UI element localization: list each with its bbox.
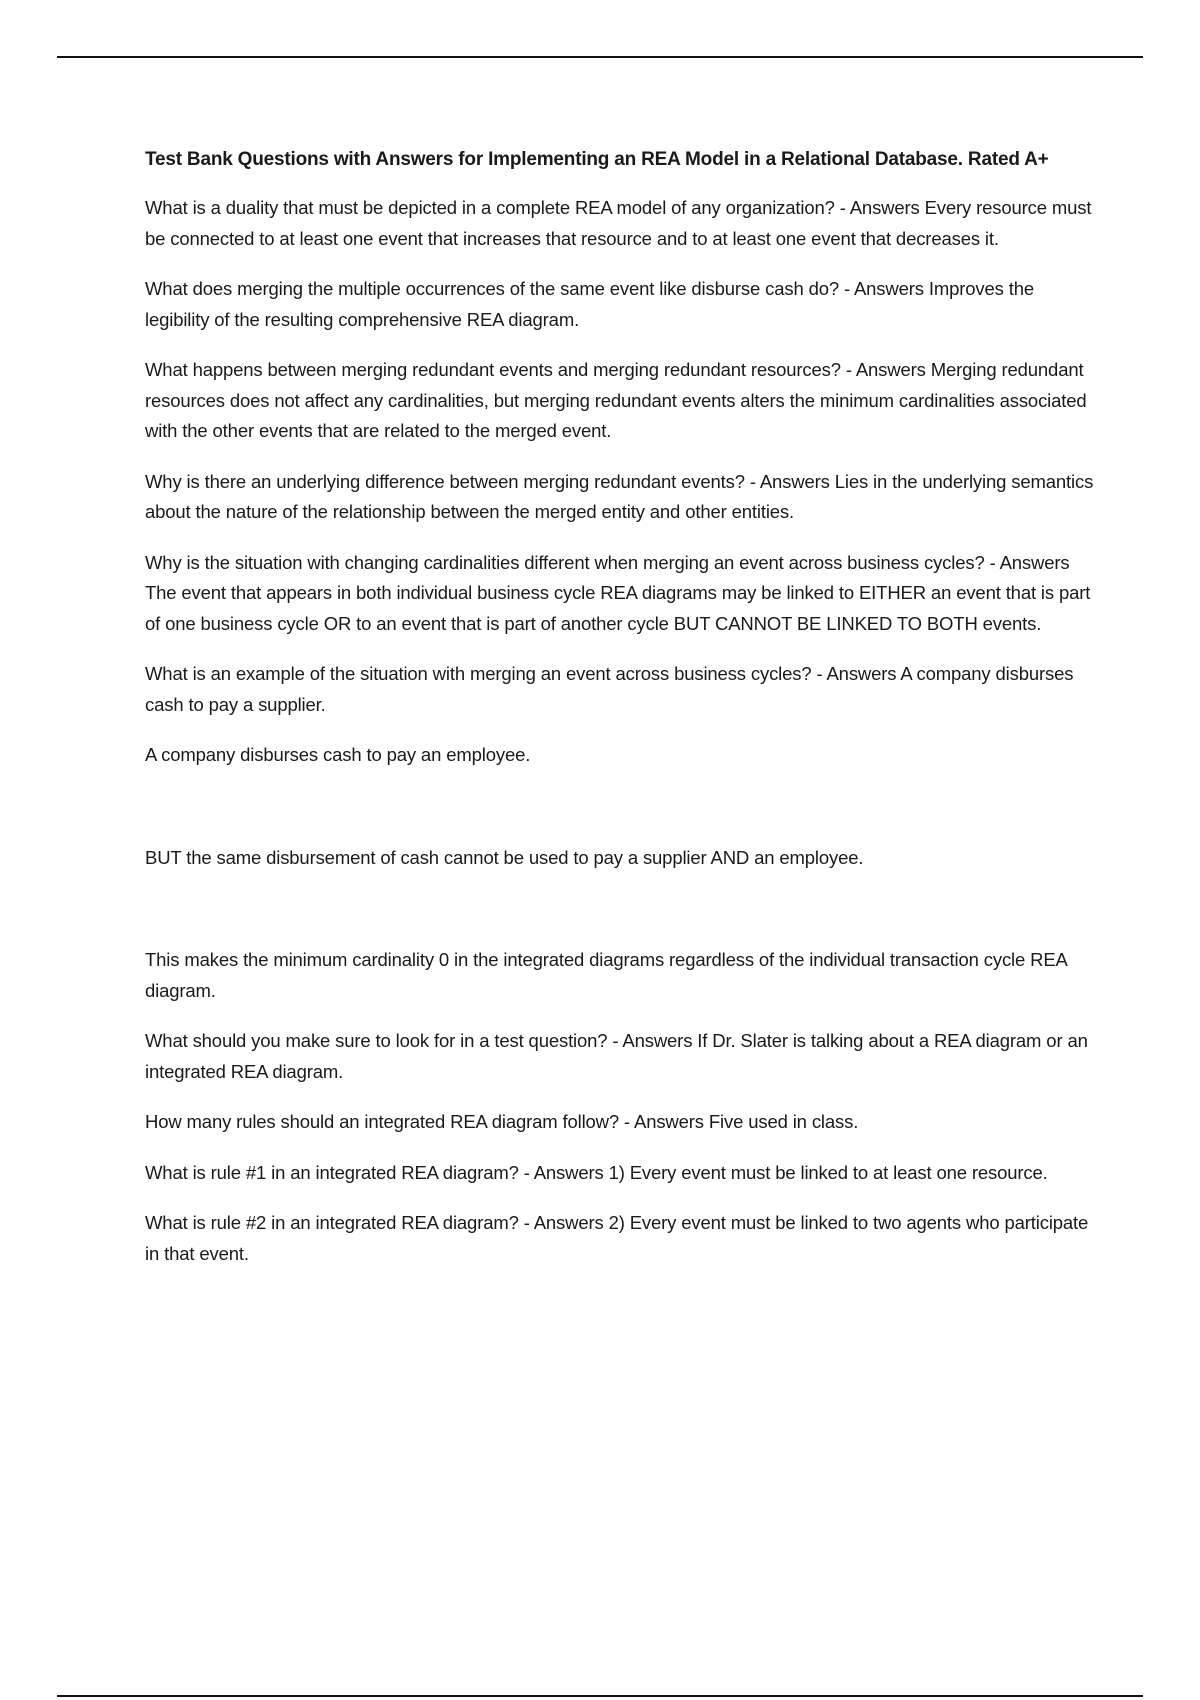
qa-paragraph-rule-2: What is rule #2 in an integrated REA diagram? - Answers 2) Every event must be linked to two agents who participate in that event. — [145, 1212, 1089, 1264]
qa-paragraph-changing-cardinalities: Why is the situation with changing cardinalities different when merging an event across business cycles? - Answers The event that appears in both individual business cycle REA diagrams may be linked to EITHER an event that is part of one business cycle OR to an event that is part of another cycle BUT CANNOT BE LINKED TO BOTH events. — [145, 551, 1091, 634]
header-rule — [57, 56, 1143, 58]
document-title: Test Bank Questions with Answers for Implementing an REA Model in a Relational Database. Rated A+ — [145, 149, 1049, 170]
example-line-employee: A company disburses cash to pay an employee. — [145, 744, 531, 765]
qa-paragraph-test-question: What should you make sure to look for in a test question? - Answers If Dr. Slater is talking about a REA diagram or an integrated REA diagram. — [145, 1030, 1088, 1082]
qa-paragraph-example: What is an example of the situation with merging an event across business cycles? - Answers A company disburses cash to pay a supplier. — [145, 663, 1074, 715]
example-line-disbursement: BUT the same disbursement of cash cannot be used to pay a supplier AND an employee. — [145, 846, 864, 868]
qa-paragraph-underlying-difference: Why is there an underlying difference between merging redundant events? - Answers Lies in the underlying semantics about the nature of the relationship between the merged entity and other entities. — [145, 470, 1094, 522]
footer-rule — [57, 1695, 1143, 1697]
document-body — [145, 145, 1095, 1289]
qa-paragraph-rule-count: How many rules should an integrated REA diagram follow? - Answers Five used in class. — [145, 1111, 859, 1132]
qa-paragraph-duality: What is a duality that must be depicted in a complete REA model of any organization? - Answers Every resource must be connected to at least one event that increases that resource and to at least one event that decreases it. — [145, 197, 1092, 249]
example-conclusion: This makes the minimum cardinality 0 in the integrated diagrams regardless of the individual transaction cycle REA diagram. — [145, 949, 1067, 1001]
qa-paragraph-merging-events: What does merging the multiple occurrences of the same event like disburse cash do? - Answers Improves the legibility of the resulting comprehensive REA diagram. — [145, 278, 1034, 330]
qa-paragraph-rule-1: What is rule #1 in an integrated REA diagram? - Answers 1) Every event must be linked to at least one resource. — [145, 1161, 1048, 1183]
qa-paragraph-redundant-merging: What happens between merging redundant events and merging redundant resources? - Answers Merging redundant resources does not affect any cardinalities, but merging redundant events alters the minimum cardinalities associated with the other events that are related to the merged event. — [145, 359, 1087, 441]
